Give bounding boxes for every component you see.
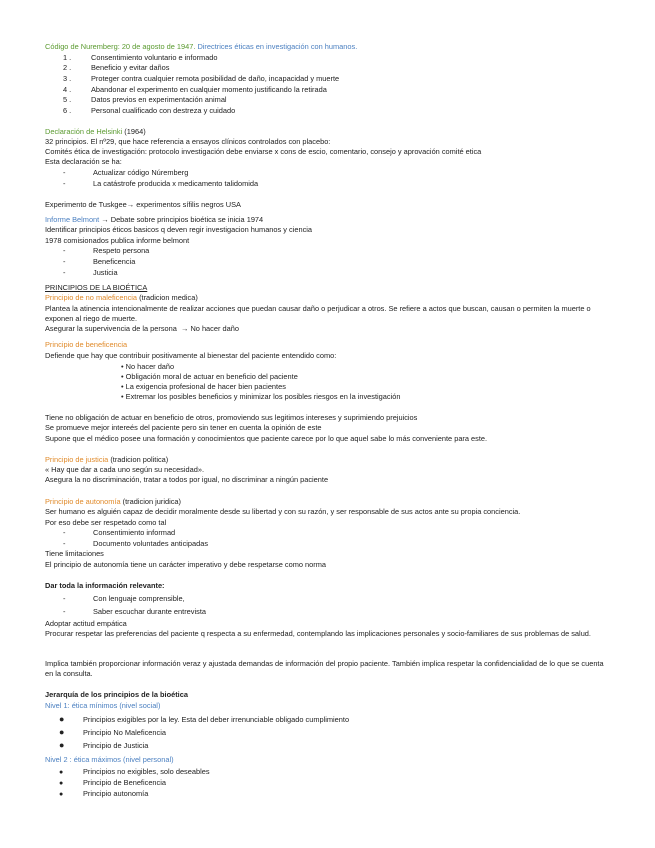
list-item: • La exigencia profesional de hacer bien pacientes xyxy=(121,382,286,391)
jerarquia-title: Jerarquía de los principios de la bioética xyxy=(45,690,188,699)
tuskegee-line: Experimento de Tuskgee→ experimentos sífilis negros USA xyxy=(45,200,241,209)
belmont-line: 1978 comisionados publica informe belmont xyxy=(45,236,190,245)
list-item: - Beneficencia xyxy=(63,257,136,266)
autonomia-heading-line: Principio de autonomía (tradicion juridica) xyxy=(45,497,181,506)
list-item: - Documento voluntades anticipadas xyxy=(63,539,209,548)
nivel1-heading: Nivel 1: ética mínimos (nivel social) xyxy=(45,701,161,710)
belmont-heading: Informe Belmont xyxy=(45,215,100,224)
principios-title: PRINCIPIOS DE LA BIOÉTICA xyxy=(45,283,148,292)
list-item: - Saber escuchar durante entrevista xyxy=(63,607,206,616)
list-item: ● Principio No Maleficencia xyxy=(59,727,166,737)
list-item: - Actualizar código Núremberg xyxy=(63,168,189,177)
belmont-line: Identificar principios éticos basicos q deven regir investigacion humanos y ciencia xyxy=(45,225,313,234)
autonomia-line: El principio de autonomía tiene un carácter imperativo y debe respetarse como norma xyxy=(45,560,326,569)
justicia-line: « Hay que dar a cada uno según su necesidad». xyxy=(45,465,205,474)
justicia-line: Asegura la no discriminación, tratar a todos por igual, no discriminar a ningún paciente xyxy=(45,475,329,484)
list-item: 5 . Datos previos en experimentación animal xyxy=(63,95,227,104)
helsinki-line: 32 principios. El nº29, que hace referencia a ensayos clínicos controlados con placebo: xyxy=(45,137,331,146)
list-item: 2 . Beneficio y evitar daños xyxy=(63,63,170,72)
justicia-heading: Principio de justicia xyxy=(45,455,109,464)
list-item: - Consentimiento informad xyxy=(63,528,176,537)
autonomia-heading: Principio de autonomía xyxy=(45,497,121,506)
helsinki-line: Comités ética de investigación: protocolo investigación debe enviarse x cons de escio, comentario, consejo y aprovación comité etica xyxy=(45,147,482,156)
benef-heading: Principio de beneficencia xyxy=(45,340,128,349)
nomal-heading-line: Principio de no maleficencia (tradicion medica) xyxy=(45,293,198,302)
autonomia-line: Tiene limitaciones xyxy=(45,549,104,558)
list-item: - Justicia xyxy=(63,268,118,277)
benef-paragraph: Se promueve mejor intereés del paciente pero sin tener en cuenta la opinión de este xyxy=(45,423,322,432)
info-line: Implica también proporcionar información veraz y ajustada demandas de información del propio paciente. También implica respetar la confidencialidad de lo que se cuenta en la consulta. xyxy=(45,659,604,678)
list-item: • Extremar los posibles beneficios y minimizar los posibles riesgos en la investigación xyxy=(121,392,401,401)
helsinki-line: Esta declaración se ha: xyxy=(45,157,122,166)
list-item: ● Principios no exigibles, solo deseables xyxy=(59,767,210,776)
nuremberg-note: Directrices éticas en investigación con humanos. xyxy=(195,42,358,51)
list-item: ● Principio de Beneficencia xyxy=(59,778,166,787)
list-item: 6 . Personal cualificado con destreza y cuidado xyxy=(63,106,236,115)
autonomia-line: Ser humano es alguién capaz de decidir moralmente desde su libertad y con su razón, y ser responsable de sus actos ante su propia conciencia. xyxy=(45,507,521,516)
benef-paragraph: Supone que el médico posee una formación y conocimientos que paciente carece por lo que aquel sabe lo más conveniente para este. xyxy=(45,434,488,443)
info-heading: Dar toda la información relevante: xyxy=(45,581,165,590)
nuremberg-heading-line xyxy=(45,42,357,52)
benef-line: Defiende que hay que contribuir positivamente al bienestar del paciente entendido como: xyxy=(45,351,337,360)
list-item: ● Principios exigibles por la ley. Esta del deber irrenunciable obligado cumplimiento xyxy=(59,714,350,724)
helsinki-heading-line: Declaración de Helsinki (1964) xyxy=(45,127,146,136)
list-item: - Respeto persona xyxy=(63,246,150,255)
nomal-heading: Principio de no maleficencia xyxy=(45,293,138,302)
benef-paragraph: Tiene no obligación de actuar en beneficio de otros, promoviendo sus legitimos intereses y suprimiendo prejuicios xyxy=(45,413,418,422)
autonomia-line: Por eso debe ser respetado como tal xyxy=(45,518,167,527)
nivel2-heading: Nivel 2 : ética máximos (nivel personal) xyxy=(45,755,174,764)
helsinki-heading: Declaración de Helsinki xyxy=(45,127,123,136)
list-item: - Con lenguaje comprensible, xyxy=(63,594,185,603)
list-item: • No hacer daño xyxy=(121,362,175,371)
info-line: Adoptar actitud empática xyxy=(45,619,127,628)
list-item: ● Principio autonomía xyxy=(59,789,149,798)
list-item: • Obligación moral de actuar en beneficio del paciente xyxy=(121,372,298,381)
belmont-heading-line: Informe Belmont → Debate sobre principios bioética se inicia 1974 xyxy=(45,215,264,224)
list-item: 3 . Proteger contra cualquier remota posibilidad de daño, incapacidad y muerte xyxy=(63,74,340,83)
nuremberg-heading: Código de Nuremberg: 20 de agosto de 1947. xyxy=(45,42,196,51)
list-item: 1 . Consentimiento voluntario e informado xyxy=(63,53,218,62)
list-item: 4 . Abandonar el experimento en cualquier momento justificando la retirada xyxy=(63,85,327,94)
nomal-line: Asegurar la supervivencia de la persona → No hacer daño xyxy=(45,324,239,333)
list-item: ● Principio de Justicia xyxy=(59,740,149,750)
info-line: Procurar respetar las preferencias del paciente q respecta a su enfermedad, contemplando las implicaciones personales y socio-familiares de sus problemas de salud. xyxy=(45,629,591,638)
nomal-text: Plantea la atinencia intencionalmente de realizar acciones que puedan causar daño o perjudicar a otros. Se refiere a actos que buscan, causan o permiten la muerte o exponen al riego de muerte. xyxy=(45,304,591,323)
list-item: - La catástrofe producida x medicamento talidomida xyxy=(63,179,259,188)
justicia-heading-line: Principio de justicia (tradicion politica) xyxy=(45,455,169,464)
